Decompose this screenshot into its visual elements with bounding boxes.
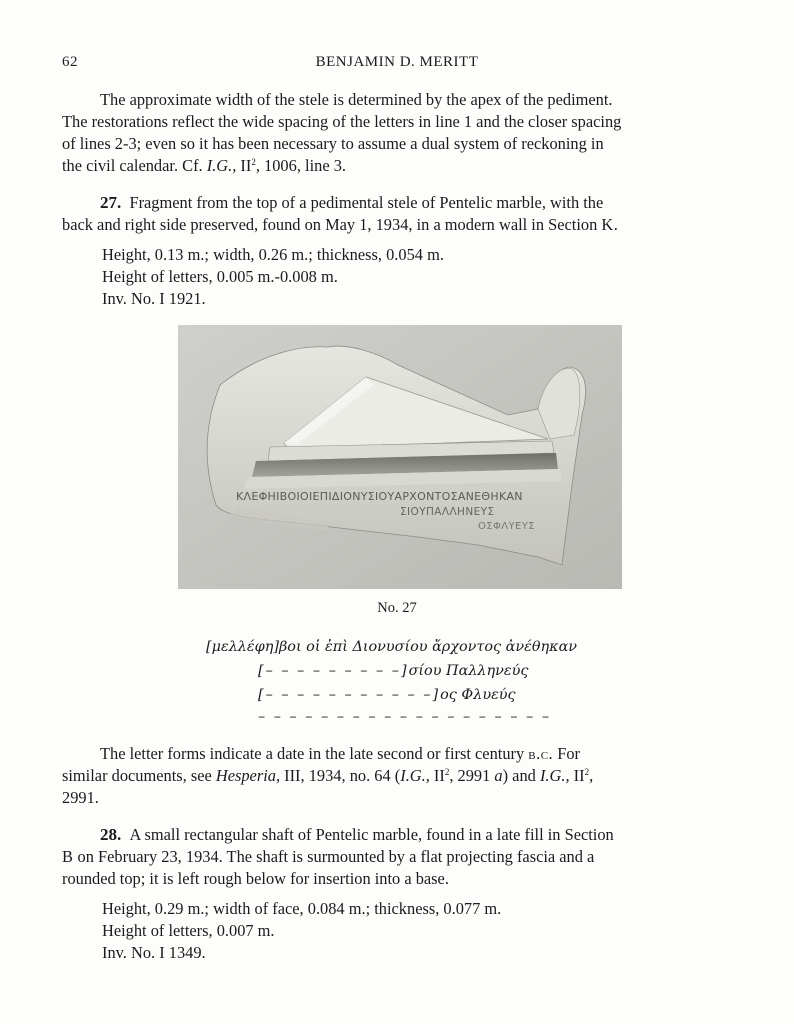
stone-inscription-3: ΟΣΦΛΥΕΥΣ [478,521,535,532]
running-head: BENJAMIN D. MERITT [315,54,479,70]
entry-28-number: 28. [100,825,122,844]
stone-inscription-1: ΚΛΕΦΗΙΒΟΙΟΙΕΠΙΔΙΟΝΥΣΙΟΥΑΡΧΟΝΤΟΣΑΝΕΘΗΚΑΝ [236,490,523,503]
stone-inscription-2: ΣΙΟΥΠΑΛΛΗΝΕΥΣ [400,506,495,518]
commentary-line-2: similar documents, see Hesperia, III, 1934, no. 64 (I.G., $II^2$, 2991 a) and I.G., $II^2$, [62,766,594,785]
entry-28-inventory: Inv. No. I 1349. [102,943,206,962]
commentary-line-3: 2991. [62,788,99,807]
intro-line-1: The approximate width of the stele is determined by the apex of the pediment. [100,90,613,109]
greek-line-3: [– – – – – – – – – – –]ος Φλυεύς [258,687,516,703]
entry-28-line-2: B on February 23, 1934. The shaft is surmounted by a flat projecting fascia and a [62,847,595,866]
page-number: 62 [62,54,78,70]
entry-28-letter-height: Height of letters, 0.007 m. [102,921,275,940]
entry-27-line-2: back and right side preserved, found on May 1, 1934, in a modern wall in Section K. [62,215,619,234]
photo-caption: No. 27 [377,600,417,616]
fragment-photograph [178,325,622,589]
entry-28-line-3: rounded top; it is left rough below for insertion into a base. [62,869,449,888]
intro-line-2: The restorations reflect the wide spacing of the letters in line 1 and the closer spacing [62,112,622,131]
intro-line-4: the civil calendar. Cf. I.G., $II^2$, 1006, line 3. [62,156,346,175]
greek-line-2: [– – – – – – – – –]σίου Παλληνεύς [258,663,529,679]
entry-27-dimensions: Height, 0.13 m.; width, 0.26 m.; thickness, 0.054 m. [102,245,444,264]
greek-line-4: – – – – – – – – – – – – – – – – – – – [258,709,552,725]
intro-line-3: of lines 2-3; even so it has been necessary to assume a dual system of reckoning in [62,134,604,153]
entry-28-line-1: 28. A small rectangular shaft of Pentelic marble, found in a late fill in Section [100,825,614,844]
page-header [62,54,732,76]
entry-28-dimensions: Height, 0.29 m.; width of face, 0.084 m.; thickness, 0.077 m. [102,899,502,918]
commentary-line-1: The letter forms indicate a date in the late second or first century b.c. For [100,744,581,763]
entry-27-letter-height: Height of letters, 0.005 m.-0.008 m. [102,267,338,286]
entry-27-line-1: 27. Fragment from the top of a pedimental stele of Pentelic marble, with the [100,193,604,212]
entry-27-number: 27. [100,193,122,212]
entry-27-inventory: Inv. No. I 1921. [102,289,206,308]
greek-line-1: [μελλέφη]βοι οἱ ἐπὶ Διονυσίου ἄρχοντος ἀνέθηκαν [206,639,578,655]
